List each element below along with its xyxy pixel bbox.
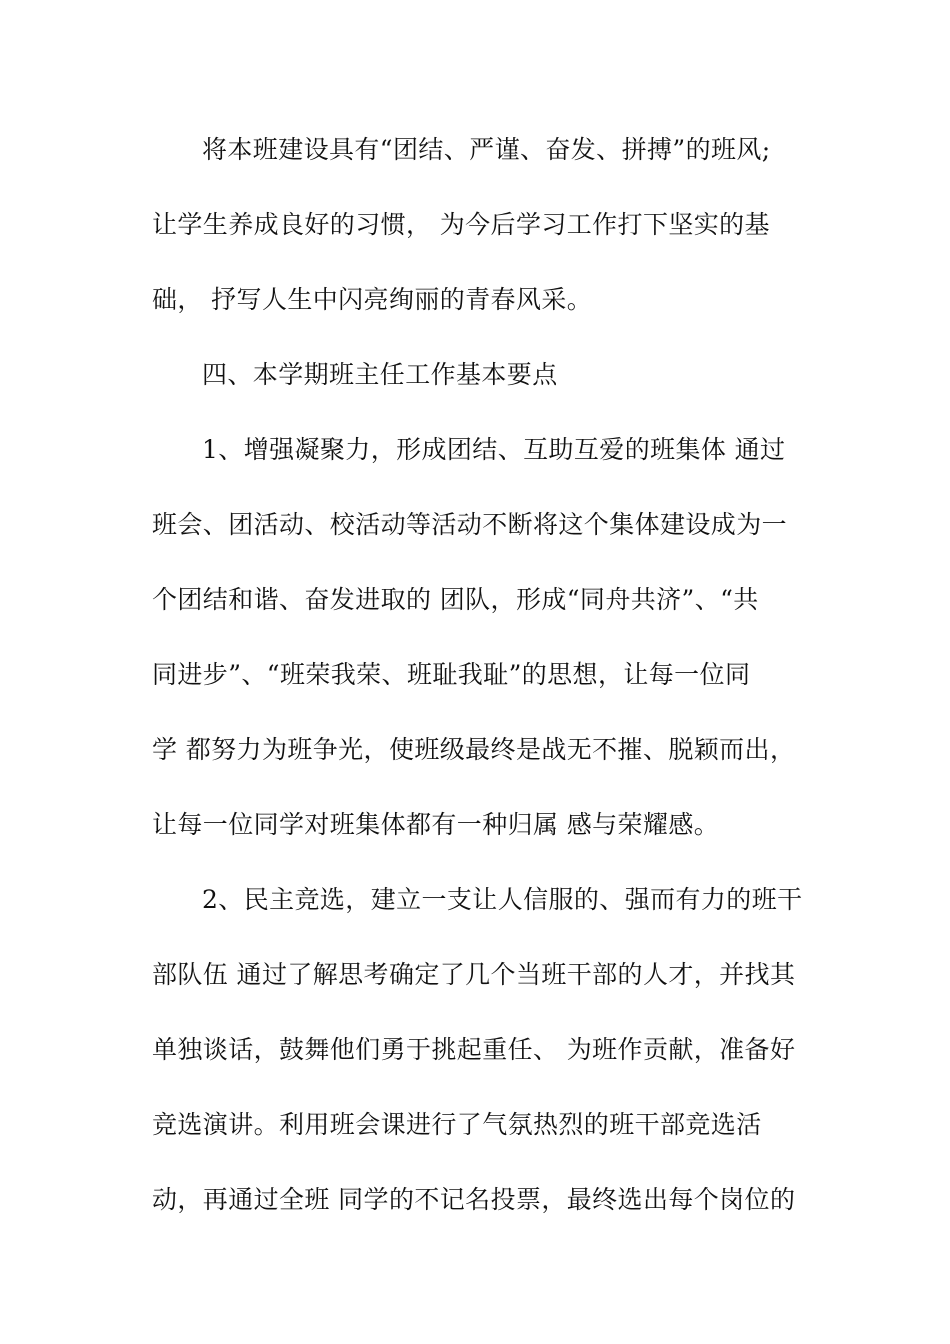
text-line: 部队伍 通过了解思考确定了几个当班干部的人才，并找其 xyxy=(152,960,796,989)
text-line: 同进步”、“班荣我荣、班耻我耻”的思想，让每一位同 xyxy=(152,660,751,689)
text-line: 2、民主竞选，建立一支让人信服的、强而有力的班干 xyxy=(202,885,803,914)
text-line: 将本班建设具有“团结、严谨、奋发、拼搏”的班风; xyxy=(202,135,771,164)
text-line: 竞选演讲。利用班会课进行了气氛热烈的班干部竞选活 xyxy=(152,1110,762,1139)
text-line: 让每一位同学对班集体都有一种归属 感与荣耀感。 xyxy=(152,810,720,839)
text-line: 学 都努力为班争光，使班级最终是战无不摧、脱颖而出， xyxy=(152,735,796,764)
text-line: 班会、团活动、校活动等活动不断将这个集体建设成为一 xyxy=(152,510,788,539)
text-line: 动，再通过全班 同学的不记名投票，最终选出每个岗位的 xyxy=(152,1185,796,1214)
text-line: 单独谈话，鼓舞他们勇于挑起重任、 为班作贡献，准备好 xyxy=(152,1035,796,1064)
text-line: 1、增强凝聚力，形成团结、互助互爱的班集体 通过 xyxy=(202,435,786,464)
text-line: 个团结和谐、奋发进取的 团队，形成“同舟共济”、“共 xyxy=(152,585,759,614)
section-heading: 四、本学期班主任工作基本要点 xyxy=(202,360,558,389)
text-line: 让学生养成良好的习惯， 为今后学习工作打下坚实的基 xyxy=(152,210,770,239)
text-line: 础， 抒写人生中闪亮绚丽的青春风采。 xyxy=(152,285,593,314)
